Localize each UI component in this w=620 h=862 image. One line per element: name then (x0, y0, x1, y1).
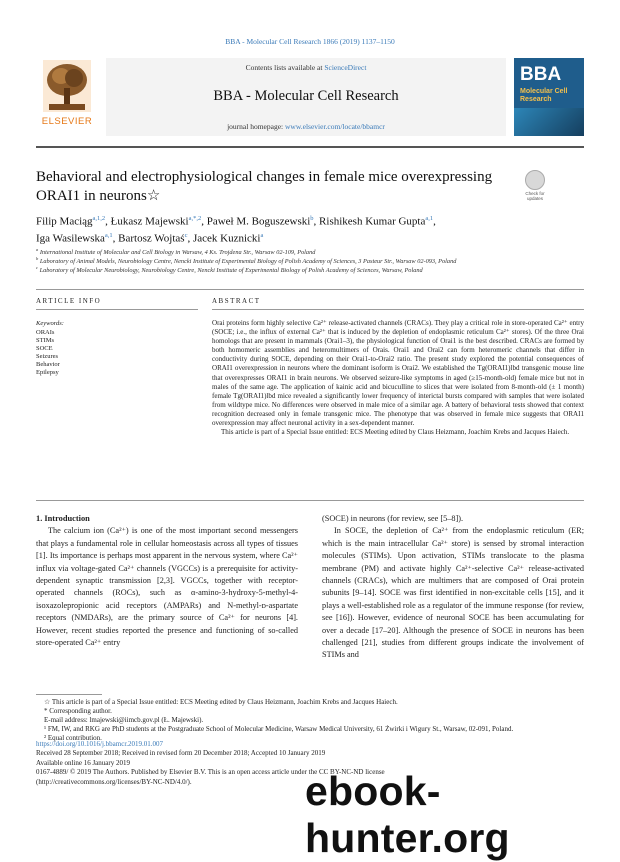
abstract-heading: ABSTRACT (212, 297, 261, 305)
cover-title: BBA (520, 64, 562, 85)
sciencedirect-link[interactable]: ScienceDirect (324, 63, 367, 72)
author: Iga Wasilewska (36, 232, 105, 245)
journal-header (36, 58, 584, 138)
author-affil-sup[interactable]: a (260, 232, 264, 240)
author: Filip Maciąg (36, 215, 93, 228)
keywords-list (36, 329, 60, 378)
author: Łukasz Majewski (110, 215, 189, 228)
keyword: Behavior (36, 361, 60, 369)
footnote: * Corresponding author. (44, 707, 112, 715)
available-online: Available online 16 January 2019 (36, 758, 130, 767)
body-paragraph: In SOCE, the depletion of Ca²⁺ from the endoplasmic reticulum (ER; which is the main intracellular Ca²⁺ store) is sensed by stromal interaction molecules (STIMs). Upon activation, STIMs translocate to the plasma membrane (PM) and activate highly Ca²⁺-selective Ca²⁺ release-activated channels (CRACs), which are multimers that are composed of Orai protein subunits [9–14]. SOCE was first identified in non-excitable cells [15], and it plays a well-established role as a regulator of the immune response (for review, see [16]). However, evidence of neuronal SOCE has been accumulating for over a decade [17–20]. Although the presence of SOCE in neurons has been challenged [21], studies from different groups indicate the involvement of STIMs and (322, 526, 584, 660)
footnote-rule (36, 694, 102, 695)
divider (36, 289, 584, 290)
author: Paweł M. Boguszewski (206, 215, 311, 228)
contents-line (106, 63, 506, 72)
author-affil-sup[interactable]: c (184, 232, 188, 240)
author: Rishikesh Kumar Gupta (319, 215, 426, 228)
keyword: Seizures (36, 353, 59, 361)
journal-cover (514, 58, 584, 136)
footnote: ² Equal contribution. (44, 734, 102, 742)
elsevier-logo (36, 58, 98, 130)
keywords-label: Keywords: (36, 320, 64, 327)
doi-link[interactable]: https://doi.org/10.1016/j.bbamcr.2019.01.007 (36, 740, 164, 748)
homepage-line (106, 122, 506, 131)
journal-banner (106, 58, 506, 136)
author: Jacek Kuznicki (192, 232, 261, 245)
author-affil-sup[interactable]: a,1 (425, 215, 434, 222)
affiliation-sup: a (36, 247, 39, 252)
body-paragraph: The calcium ion (Ca²⁺) is one of the most important second messengers that plays a fundamental role in cellular homeostasis across all types of tissues [1]. Its importance is perhaps most apparent in the nervous system, where Ca²⁺ influx via voltage-gated Ca²⁺ channels (VGCCs) is a prerequisite for activity-dependent synaptic transmission [2,3]. VGCCs, together with receptor-operated channels (ROCs), such as α-amino-3-hydroxy-5-methyl-4-isoxazolepropionic acid receptors (AMPARs) and N-methyl-ᴅ-aspartate receptors (NMDARs), are the primary source of Ca²⁺ for neurons [4]. However, recent studies reported the presence and functioning of so-called store-operated Ca²⁺ entry (36, 526, 298, 648)
footnote-email[interactable]: E-mail address: lmajewski@iimcb.gov.pl (Ł. Majewski). (44, 716, 204, 724)
body-column-left (36, 513, 298, 649)
abstract-text: Orai proteins form highly selective Ca²⁺ release-activated channels (CRACs). They play a critical role in store-operated Ca²⁺ entry (SOCE; i.e., the influx of external Ca²⁺ that is induced by the depletion of endoplasmic reticulum Ca²⁺ stores). Of the three Orai homologs that are present in mammals (Orai1–3), the physiological function of Orai1 is the best described. CRACs are formed by both homomeric assemblies and heteromultimers of Orais. Orai1 and Orai2 can form heteromeric channels that differ in conductivity during SOCE, depending on their Orai1-to-Orai2 ratio. The present study explored the potential consequences of ORAI1 overexpression in neurons where the dominant isoform is Orai2. We established the Tg(ORAI1)lbd transgenic mouse line that overexpresses ORAI1 in brain neurons. We observed seizure-like symptoms in aged (≥15-month-old) female mice but not in males of the same age. The application of kainic acid and bicuculline to slices that were isolated from 8-month-old (± 1 month) female Tg(ORAI1)lbd mice revealed a significantly lower frequency of interictal bursts compared with samples that were isolated from wildtype mice. No differences were observed in male mice of a similar age. A battery of behavioral tests showed that context recognition decreased only in female transgenic mice. The phenotype that was observed in female mice suggests that ORAI1 overexpression may affect neuronal activity in a sex-dependent manner. (212, 319, 584, 428)
copyright: 0167-4889/ © 2019 The Authors. Published by Elsevier B.V. This is an open access article under the CC BY-NC-ND license (36, 768, 385, 777)
article-info-heading: ARTICLE INFO (36, 297, 102, 305)
header-rule (36, 146, 584, 148)
journal-title: BBA - Molecular Cell Research (213, 88, 399, 104)
check-updates-icon (525, 170, 545, 190)
author-affil-sup[interactable]: a,*,2 (188, 215, 202, 222)
author-affil-sup[interactable]: a,1 (104, 232, 113, 240)
received-dates: Received 28 September 2018; Received in revised form 20 December 2018; Accepted 10 January 2019 (36, 749, 326, 758)
affiliation-text: Laboratory of Animal Models, Neurobiology Centre, Nencki Institute of Experimental Biology of Polish Academy of Sciences, 3 Pasteur Str., Warsaw 02-093, Poland (39, 258, 457, 266)
keyword: Epilepsy (36, 369, 59, 377)
elsevier-tree-icon (43, 60, 91, 112)
footnote: ¹ FM, IW, and RKG are PhD students at the Postgraduate School of Molecular Medicine, Warsaw Medical University, 61 Żwirki i Wigury St., Warsaw, 02-091, Poland. (44, 725, 514, 733)
keyword: STIMs (36, 337, 55, 345)
affiliation (36, 256, 584, 265)
keyword: SOCE (36, 345, 53, 353)
author-list: Filip Maciąg$^{a,1,2}$, Łukasz Majewski$^{a,*,2}$, Paweł M. Boguszewski$^b$, Rishikesh Kumar Gupta$^{a,1}$, Iga Wasilewska$^{a,1}$, Bartosz Wojtaś$^c$, Jacek Kuznicki$^a$ (36, 215, 436, 245)
special-issue-note: This article is part of a Special Issue entitled: ECS Meeting edited by Claus Heizmann, Joachim Krebs and Jacques Haiech. (221, 428, 570, 437)
journal-citation[interactable]: BBA - Molecular Cell Research 1866 (2019) 1137–1150 (225, 37, 395, 46)
affiliation (36, 265, 584, 274)
footnote: ☆ This article is part of a Special Issue entitled: ECS Meeting edited by Claus Heizmann, Joachim Krebs and Jacques Haiech. (44, 698, 398, 706)
cover-art (514, 108, 584, 136)
section-heading-introduction: 1. Introduction (36, 514, 90, 523)
divider (36, 500, 584, 501)
cover-subtitle: Molecular Cell Research (520, 88, 568, 103)
body-paragraph: (SOCE) in neurons (for review, see [5–8]). (322, 514, 464, 523)
license-url[interactable]: (http://creativecommons.org/licenses/BY-NC-ND/4.0/). (36, 777, 192, 786)
check-for-updates-badge[interactable] (520, 170, 550, 204)
divider (36, 309, 198, 310)
affiliation (36, 247, 584, 256)
affiliation-text: Laboratory of Molecular Neurobiology, Neurobiology Centre, Nencki Institute of Experimental Biology of Polish Academy of Sciences, Warsaw, Poland (39, 267, 423, 275)
divider (212, 309, 584, 310)
paper-title: Behavioral and electrophysiological changes in female mice overexpressing ORAI1 in neurons☆ (36, 169, 493, 204)
author-affil-sup[interactable]: a,1,2 (92, 215, 106, 222)
affiliation-sup: b (36, 256, 39, 261)
body-column-right (322, 513, 584, 662)
affiliation-sup: c (36, 265, 38, 270)
elsevier-wordmark: ELSEVIER (41, 116, 93, 127)
author-affil-sup[interactable]: b (310, 215, 314, 222)
abstract (212, 319, 584, 437)
homepage-prefix: journal homepage: (227, 122, 284, 131)
check-updates-label: Check for updates (525, 191, 545, 201)
homepage-link[interactable]: www.elsevier.com/locate/bbamcr (285, 122, 385, 131)
footnotes (36, 698, 584, 743)
watermark: ebook-hunter.org (305, 768, 510, 861)
author: Bartosz Wojtaś (118, 232, 185, 245)
contents-prefix: Contents lists available at (245, 63, 323, 72)
affiliation-text: International Institute of Molecular and Cell Biology in Warsaw, 4 Ks. Trojdena Str., Warsaw 02-109, Poland (39, 249, 316, 257)
keyword: ORAIs (36, 329, 55, 336)
